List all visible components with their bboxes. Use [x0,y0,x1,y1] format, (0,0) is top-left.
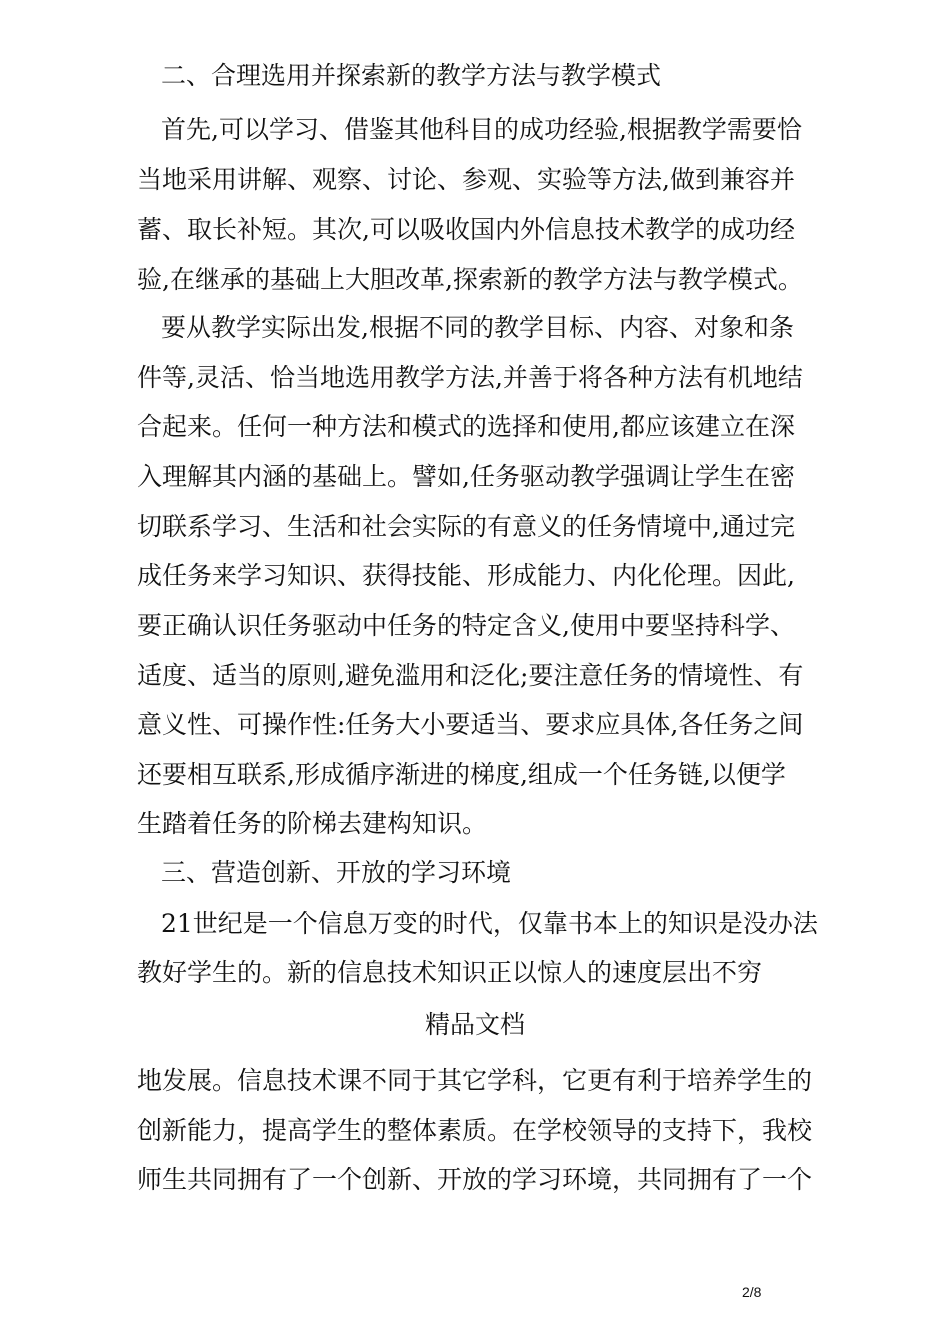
paragraph-line: 意义性、可操作性:任务大小要适当、要求应具体,各任务之间 [137,710,804,739]
paragraph-line: 师生共同拥有了一个创新、开放的学习环境，共同拥有了一个 [137,1165,813,1194]
paragraph-line: 创新能力，提高学生的整体素质。在学校领导的支持下，我校 [137,1116,813,1145]
paragraph-line: 验,在继承的基础上大胆改革,探索新的教学方法与教学模式。 [137,265,803,294]
paragraph-line: 合起来。任何一种方法和模式的选择和使用,都应该建立在深 [137,412,795,441]
paragraph-line: 当地采用讲解、观察、讨论、参观、实验等方法,做到兼容并 [137,165,795,194]
paragraph-line: 切联系学习、生活和社会实际的有意义的任务情境中,通过完 [137,512,795,541]
paragraph-line: 蓄、取长补短。其次,可以吸收国内外信息技术教学的成功经 [137,215,795,244]
paragraph-line: 成任务来学习知识、获得技能、形成能力、内化伦理。因此, [137,561,795,590]
paragraph-line: 还要相互联系,形成循序渐进的梯度,组成一个任务链,以便学 [137,760,786,789]
section-heading-3: 三、营造创新、开放的学习环境 [161,858,512,887]
paragraph-line: 首先,可以学习、借鉴其他科目的成功经验,根据教学需要恰 [161,115,802,144]
paragraph-line: 21世纪是一个信息万变的时代，仅靠书本上的知识是没办法 [161,909,818,938]
paragraph-line: 入理解其内涵的基础上。譬如,任务驱动教学强调让学生在密 [137,462,795,491]
watermark-title: 精品文档 [424,1010,525,1039]
section-heading-2: 二、合理选用并探索新的教学方法与教学模式 [161,61,662,90]
paragraph-line: 要从教学实际出发,根据不同的教学目标、内容、对象和条 [161,313,794,342]
paragraph-line: 地发展。信息技术课不同于其它学科，它更有利于培养学生的 [137,1066,813,1095]
paragraph-line: 教好学生的。新的信息技术知识正以惊人的速度层出不穷 [137,958,763,987]
page-number: 2/8 [742,1284,762,1300]
paragraph-line: 件等,灵活、恰当地选用教学方法,并善于将各种方法有机地结 [137,363,803,392]
paragraph-line: 要正确认识任务驱动中任务的特定含义,使用中要坚持科学、 [137,611,795,640]
paragraph-line: 适度、适当的原则,避免滥用和泛化;要注意任务的情境性、有 [137,661,804,690]
paragraph-line: 生踏着任务的阶梯去建构知识。 [137,809,488,838]
